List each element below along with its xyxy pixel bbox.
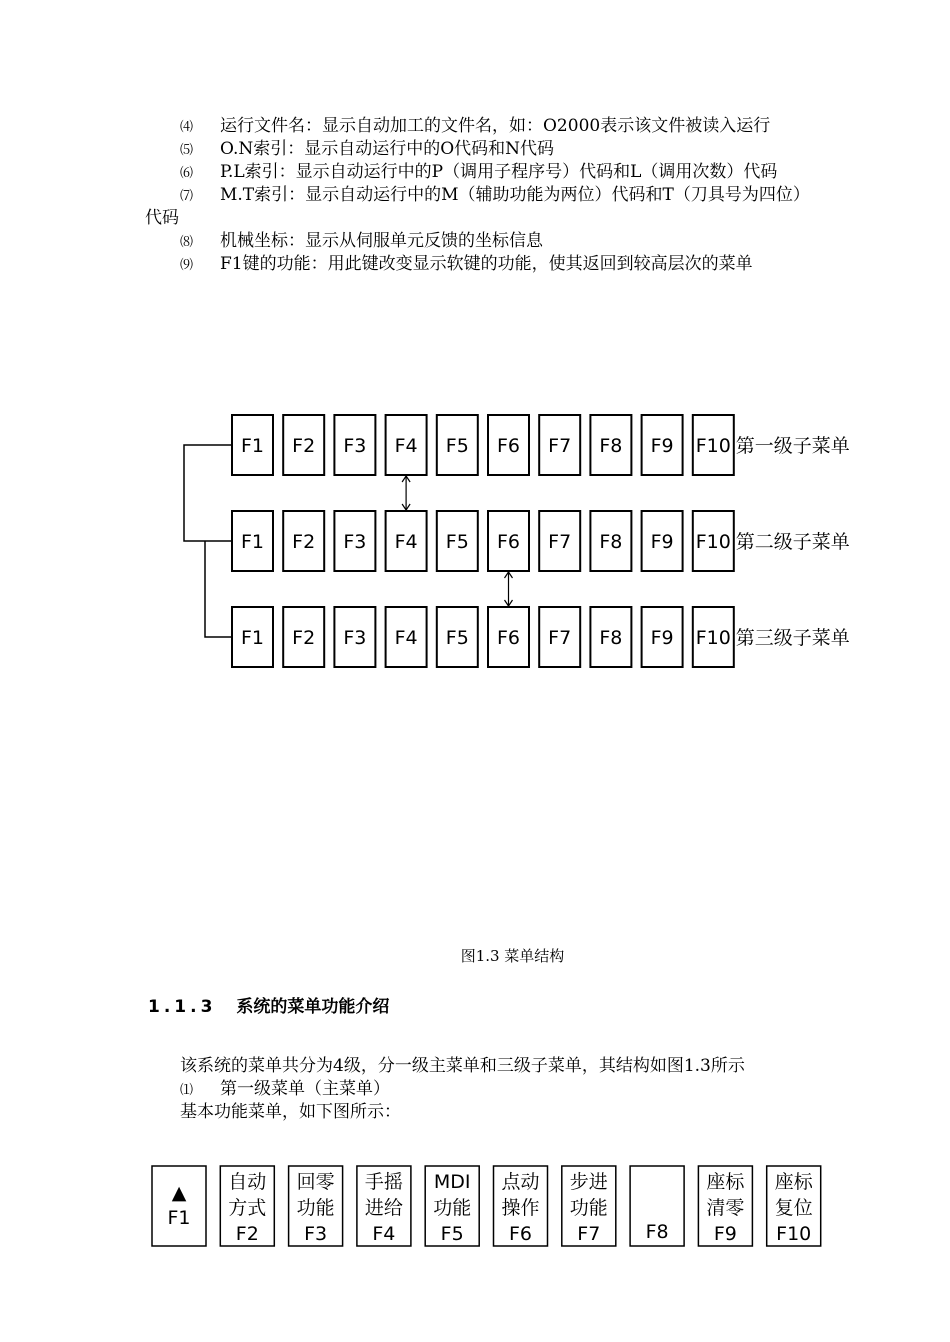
- button-key: F7: [577, 1223, 601, 1245]
- section-heading: [148, 992, 389, 1017]
- softkey-f3[interactable]: [334, 415, 375, 475]
- button-line1: 回零: [296, 1171, 335, 1193]
- item-text: P.L索引：显示自动运行中的P（调用子程序号）代码和L（调用次数）代码: [220, 162, 778, 182]
- list-item: [180, 1078, 390, 1102]
- softkey-label: F6: [496, 435, 521, 457]
- row-label: 第二级子菜单: [735, 531, 850, 553]
- button-line2: 清零: [706, 1197, 745, 1219]
- item-text: F1键的功能：用此键改变显示软键的功能，使其返回到较高层次的菜单: [220, 254, 753, 274]
- softkey-f1[interactable]: [232, 607, 273, 667]
- button-line1: 手摇: [364, 1171, 403, 1193]
- button-key: F1: [167, 1207, 191, 1229]
- softkey-f7[interactable]: [539, 607, 580, 667]
- softkey-label: F8: [599, 531, 623, 553]
- button-line1: MDI: [433, 1171, 471, 1193]
- softkey-f8[interactable]: [590, 607, 631, 667]
- softkey-label: F4: [394, 627, 418, 649]
- item-number: ⑴: [180, 1083, 194, 1098]
- softkey-label: F6: [496, 627, 521, 649]
- item-number: ⑹: [180, 166, 194, 181]
- softkey-f7[interactable]: [539, 511, 580, 571]
- double-arrow-icon: [402, 476, 410, 510]
- button-line1: 步进: [569, 1171, 608, 1193]
- softkey-f10[interactable]: [693, 607, 734, 667]
- diagram-rows: [232, 415, 850, 667]
- softkey-label: F2: [292, 531, 316, 553]
- softkey-label: F10: [695, 627, 731, 649]
- button-key: F5: [440, 1223, 464, 1245]
- main-menu-button-f5[interactable]: [425, 1166, 479, 1246]
- row-label: 第一级子菜单: [735, 435, 850, 457]
- softkey-f2[interactable]: [283, 511, 324, 571]
- item-number: ⑸: [180, 143, 194, 158]
- button-key: F3: [304, 1223, 328, 1245]
- button-key: F9: [713, 1223, 737, 1245]
- softkey-f2[interactable]: [283, 415, 324, 475]
- diagram-connectors: [184, 445, 232, 637]
- main-menu-button-f7[interactable]: [562, 1166, 616, 1246]
- main-menu-button-f1[interactable]: [152, 1166, 206, 1246]
- item-text: O.N索引：显示自动运行中的O代码和N代码: [220, 139, 555, 159]
- softkey-label: F9: [650, 627, 674, 649]
- softkey-label: F4: [394, 435, 418, 457]
- main-menu-button-f10[interactable]: [767, 1166, 821, 1246]
- softkey-f1[interactable]: [232, 511, 273, 571]
- paragraph: [180, 1101, 401, 1123]
- main-menu-button-f9[interactable]: [698, 1166, 752, 1246]
- main-menu-button-f6[interactable]: [494, 1166, 548, 1246]
- softkey-f8[interactable]: [590, 415, 631, 475]
- paragraph-text: 基本功能菜单，如下图所示：: [180, 1102, 401, 1122]
- row-label: 第三级子菜单: [735, 627, 850, 649]
- main-menu-button-f2[interactable]: [220, 1166, 274, 1246]
- button-line2: 功能: [296, 1197, 335, 1219]
- item-text: 运行文件名：显示自动加工的文件名，如：O2000表示该文件被读入运行: [220, 116, 771, 136]
- button-line2: 方式: [228, 1197, 267, 1219]
- button-key: F6: [508, 1223, 533, 1245]
- button-line1: 座标: [774, 1171, 813, 1193]
- softkey-f10[interactable]: [693, 415, 734, 475]
- softkey-label: F5: [445, 531, 469, 553]
- connector-line: [184, 445, 232, 541]
- softkey-f5[interactable]: [437, 511, 478, 571]
- softkey-label: F3: [343, 531, 367, 553]
- softkey-f8[interactable]: [590, 511, 631, 571]
- softkey-f4[interactable]: [386, 511, 427, 571]
- softkey-label: F7: [548, 435, 572, 457]
- button-line1: 自动: [228, 1171, 267, 1193]
- button-line2: 功能: [569, 1197, 608, 1219]
- double-arrow-icon: [505, 572, 513, 606]
- main-menu-bar: [152, 1166, 821, 1246]
- softkey-f5[interactable]: [437, 415, 478, 475]
- softkey-label: F5: [445, 435, 469, 457]
- item-number: ⑼: [180, 258, 194, 273]
- button-line2: 进给: [364, 1197, 403, 1219]
- softkey-f1[interactable]: [232, 415, 273, 475]
- softkey-label: F7: [548, 531, 572, 553]
- softkey-label: F8: [599, 435, 623, 457]
- button-line2: 功能: [433, 1197, 472, 1219]
- softkey-label: F6: [496, 531, 521, 553]
- softkey-label: F1: [240, 531, 265, 553]
- softkey-label: F8: [599, 627, 623, 649]
- softkey-label: F1: [240, 627, 265, 649]
- softkey-label: F10: [695, 435, 731, 457]
- softkey-f2[interactable]: [283, 607, 324, 667]
- softkey-label: F1: [240, 435, 265, 457]
- softkey-label: F2: [292, 627, 316, 649]
- button-line2: 复位: [774, 1197, 813, 1219]
- item-number: ⑷: [180, 120, 194, 135]
- item-number: ⑻: [180, 235, 194, 250]
- connector-line: [205, 541, 232, 637]
- softkey-f9[interactable]: [642, 511, 683, 571]
- main-menu-button-f3[interactable]: [289, 1166, 343, 1246]
- item-text: M.T索引：显示自动运行中的M（辅助功能为两位）代码和T（刀具号为四位）: [220, 185, 810, 205]
- softkey-f9[interactable]: [642, 607, 683, 667]
- main-menu-button-f8[interactable]: [630, 1166, 684, 1246]
- paragraph: [180, 1055, 745, 1077]
- softkey-f7[interactable]: [539, 415, 580, 475]
- softkey-f9[interactable]: [642, 415, 683, 475]
- softkey-f4[interactable]: [386, 607, 427, 667]
- figure-caption: 图1.3 菜单结构: [460, 947, 565, 965]
- button-line2: 操作: [501, 1197, 540, 1219]
- softkey-label: F4: [394, 531, 418, 553]
- section-number: 1.1.3: [148, 997, 217, 1017]
- softkey-f6[interactable]: [488, 511, 529, 571]
- item-number: ⑺: [180, 189, 194, 204]
- button-line1: 点动: [501, 1171, 540, 1193]
- softkey-f4[interactable]: [386, 415, 427, 475]
- section-title: 系统的菜单功能介绍: [236, 997, 390, 1017]
- softkey-f3[interactable]: [334, 607, 375, 667]
- up-arrow-icon: ▲: [171, 1182, 187, 1204]
- button-box: [152, 1166, 206, 1246]
- softkey-f5[interactable]: [437, 607, 478, 667]
- item-text: 第一级菜单（主菜单）: [220, 1079, 390, 1099]
- button-key: F8: [645, 1221, 669, 1243]
- softkey-label: F2: [292, 435, 316, 457]
- softkey-f3[interactable]: [334, 511, 375, 571]
- item-text: 机械坐标：显示从伺服单元反馈的坐标信息: [220, 231, 543, 251]
- button-line1: 座标: [706, 1171, 745, 1193]
- paragraph-text: 该系统的菜单共分为4级，分一级主菜单和三级子菜单，其结构如图1.3所示: [180, 1056, 745, 1076]
- softkey-label: F10: [695, 531, 731, 553]
- softkey-label: F3: [343, 435, 367, 457]
- softkey-label: F3: [343, 627, 367, 649]
- button-key: F4: [372, 1223, 396, 1245]
- softkey-label: F9: [650, 531, 674, 553]
- softkey-f10[interactable]: [693, 511, 734, 571]
- button-key: F10: [776, 1223, 812, 1245]
- main-menu-button-f4[interactable]: [357, 1166, 411, 1246]
- softkey-label: F7: [548, 627, 572, 649]
- item-text: 代码: [145, 208, 179, 228]
- button-key: F2: [235, 1223, 259, 1245]
- softkey-f6[interactable]: [488, 415, 529, 475]
- softkey-label: F5: [445, 627, 469, 649]
- softkey-label: F9: [650, 435, 674, 457]
- softkey-f6[interactable]: [488, 607, 529, 667]
